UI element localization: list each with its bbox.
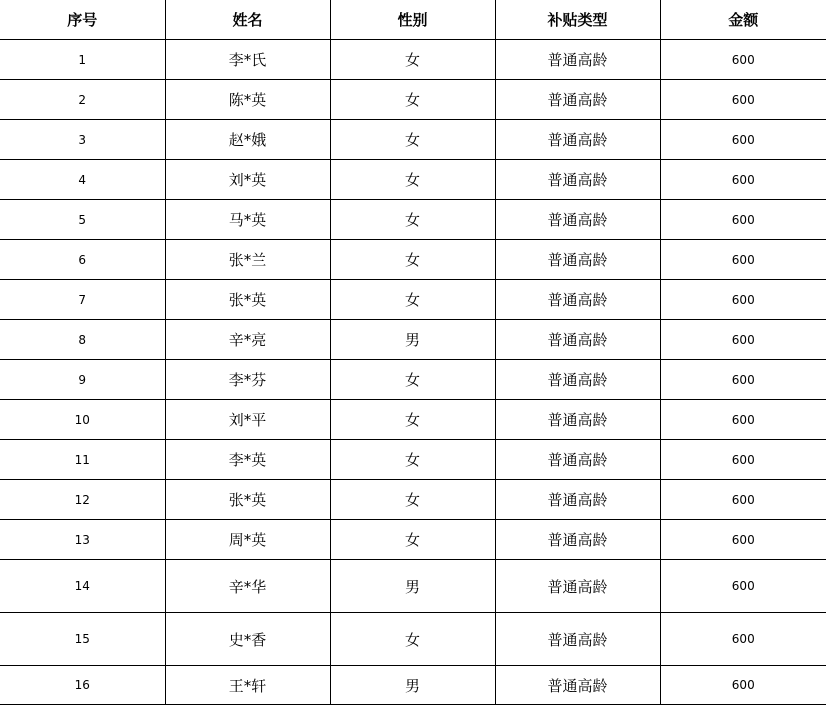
- cell-amount: 600: [660, 160, 826, 200]
- table-row: [0, 360, 826, 400]
- cell-subsidy-type: 普通高龄: [495, 613, 660, 666]
- cell-serial-number: 14: [0, 560, 165, 613]
- table-row: [0, 320, 826, 360]
- header-name: 姓名: [165, 0, 330, 40]
- table-row: [0, 160, 826, 200]
- cell-subsidy-type: 普通高龄: [495, 280, 660, 320]
- header-amount: 金额: [660, 0, 826, 40]
- cell-serial-number: 16: [0, 666, 165, 705]
- table-row: [0, 400, 826, 440]
- cell-name: 马*英: [165, 200, 330, 240]
- cell-amount: 600: [660, 240, 826, 280]
- cell-gender: 女: [330, 360, 495, 400]
- table-row: [0, 200, 826, 240]
- cell-serial-number: 1: [0, 40, 165, 80]
- cell-name: 王*轩: [165, 666, 330, 705]
- cell-serial-number: 11: [0, 440, 165, 480]
- cell-serial-number: 8: [0, 320, 165, 360]
- cell-name: 李*氏: [165, 40, 330, 80]
- cell-name: 辛*亮: [165, 320, 330, 360]
- table-row: [0, 80, 826, 120]
- cell-subsidy-type: 普通高龄: [495, 200, 660, 240]
- cell-amount: 600: [660, 400, 826, 440]
- header-gender: 性别: [330, 0, 495, 40]
- cell-subsidy-type: 普通高龄: [495, 80, 660, 120]
- cell-amount: 600: [660, 440, 826, 480]
- table-row: [0, 480, 826, 520]
- cell-gender: 女: [330, 80, 495, 120]
- cell-gender: 女: [330, 613, 495, 666]
- cell-gender: 女: [330, 280, 495, 320]
- cell-gender: 男: [330, 560, 495, 613]
- cell-amount: 600: [660, 80, 826, 120]
- cell-serial-number: 13: [0, 520, 165, 560]
- cell-name: 周*英: [165, 520, 330, 560]
- cell-gender: 男: [330, 666, 495, 705]
- cell-amount: 600: [660, 40, 826, 80]
- cell-name: 刘*平: [165, 400, 330, 440]
- cell-serial-number: 10: [0, 400, 165, 440]
- cell-subsidy-type: 普通高龄: [495, 520, 660, 560]
- cell-amount: 600: [660, 200, 826, 240]
- cell-serial-number: 4: [0, 160, 165, 200]
- cell-amount: 600: [660, 560, 826, 613]
- cell-subsidy-type: 普通高龄: [495, 40, 660, 80]
- cell-gender: 女: [330, 160, 495, 200]
- cell-gender: 女: [330, 440, 495, 480]
- cell-name: 陈*英: [165, 80, 330, 120]
- table-row: [0, 40, 826, 80]
- cell-serial-number: 5: [0, 200, 165, 240]
- cell-name: 辛*华: [165, 560, 330, 613]
- cell-name: 赵*娥: [165, 120, 330, 160]
- cell-gender: 女: [330, 520, 495, 560]
- cell-amount: 600: [660, 520, 826, 560]
- cell-subsidy-type: 普通高龄: [495, 160, 660, 200]
- table-row: [0, 560, 826, 613]
- cell-name: 史*香: [165, 613, 330, 666]
- header-serial-number: 序号: [0, 0, 165, 40]
- cell-name: 李*英: [165, 440, 330, 480]
- cell-subsidy-type: 普通高龄: [495, 400, 660, 440]
- cell-subsidy-type: 普通高龄: [495, 320, 660, 360]
- cell-gender: 男: [330, 320, 495, 360]
- cell-gender: 女: [330, 40, 495, 80]
- cell-serial-number: 12: [0, 480, 165, 520]
- cell-name: 张*英: [165, 280, 330, 320]
- cell-gender: 女: [330, 120, 495, 160]
- cell-serial-number: 6: [0, 240, 165, 280]
- cell-amount: 600: [660, 360, 826, 400]
- cell-serial-number: 3: [0, 120, 165, 160]
- cell-subsidy-type: 普通高龄: [495, 480, 660, 520]
- cell-serial-number: 9: [0, 360, 165, 400]
- table-row: [0, 240, 826, 280]
- cell-serial-number: 15: [0, 613, 165, 666]
- header-subsidy-type: 补贴类型: [495, 0, 660, 40]
- cell-amount: 600: [660, 480, 826, 520]
- cell-subsidy-type: 普通高龄: [495, 360, 660, 400]
- cell-amount: 600: [660, 320, 826, 360]
- cell-gender: 女: [330, 200, 495, 240]
- cell-subsidy-type: 普通高龄: [495, 560, 660, 613]
- cell-name: 张*兰: [165, 240, 330, 280]
- table-row: [0, 440, 826, 480]
- cell-name: 张*英: [165, 480, 330, 520]
- cell-gender: 女: [330, 240, 495, 280]
- table-row: [0, 613, 826, 666]
- table-row: [0, 520, 826, 560]
- cell-name: 李*芬: [165, 360, 330, 400]
- cell-serial-number: 2: [0, 80, 165, 120]
- cell-name: 刘*英: [165, 160, 330, 200]
- cell-serial-number: 7: [0, 280, 165, 320]
- cell-subsidy-type: 普通高龄: [495, 666, 660, 705]
- table-body: [0, 40, 826, 705]
- cell-subsidy-type: 普通高龄: [495, 120, 660, 160]
- cell-amount: 600: [660, 120, 826, 160]
- table-row: [0, 666, 826, 705]
- cell-amount: 600: [660, 280, 826, 320]
- cell-amount: 600: [660, 613, 826, 666]
- cell-amount: 600: [660, 666, 826, 705]
- cell-gender: 女: [330, 400, 495, 440]
- table-row: [0, 280, 826, 320]
- table-row: [0, 120, 826, 160]
- cell-subsidy-type: 普通高龄: [495, 240, 660, 280]
- header-row: [0, 0, 826, 40]
- cell-gender: 女: [330, 480, 495, 520]
- cell-subsidy-type: 普通高龄: [495, 440, 660, 480]
